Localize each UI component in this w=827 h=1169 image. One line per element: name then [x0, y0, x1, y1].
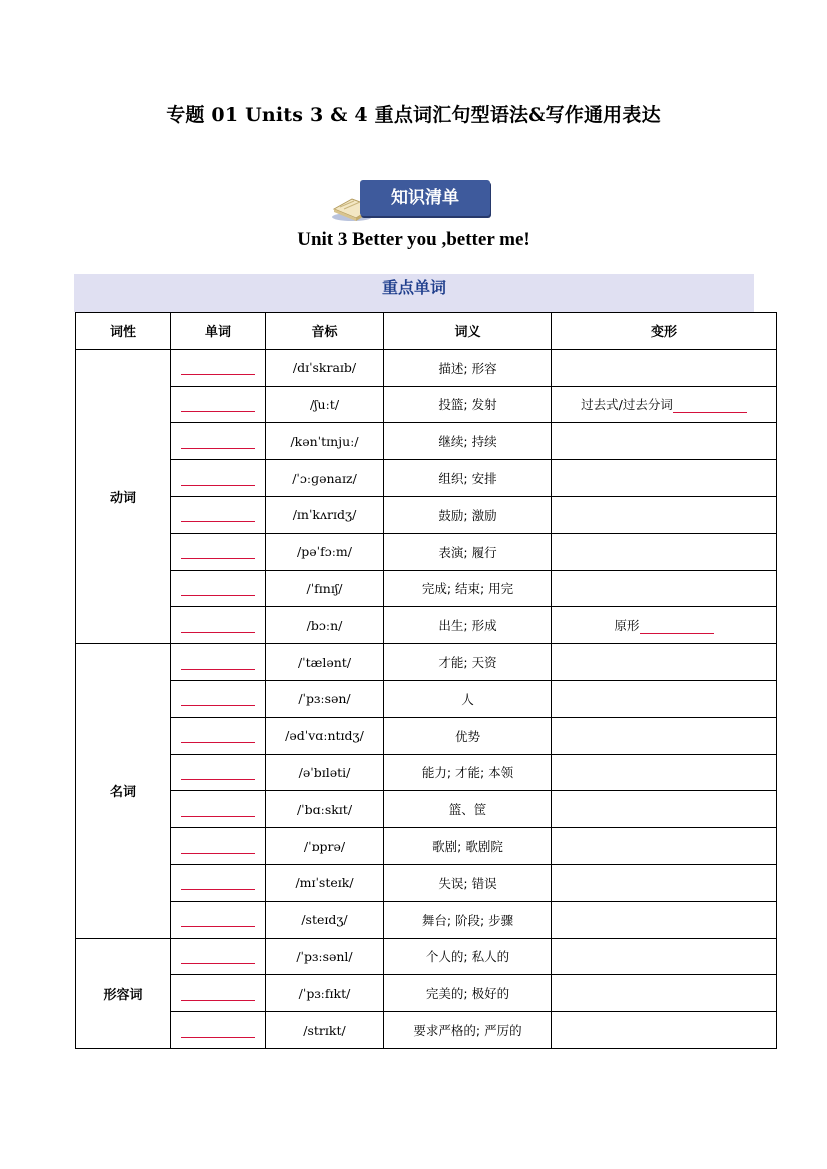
phonetic-cell: /ədˈvɑːntɪdʒ/: [266, 717, 384, 754]
forms-cell: [552, 423, 777, 460]
phonetic-cell: /əˈbɪləti/: [266, 754, 384, 791]
word-cell: [171, 496, 266, 533]
header-phonetic: 音标: [266, 313, 384, 350]
table-row: [76, 607, 777, 644]
forms-cell: [552, 496, 777, 533]
table-row: [76, 938, 777, 975]
phonetic-cell: /strɪkt/: [266, 1012, 384, 1049]
forms-cell: [552, 349, 777, 386]
phonetic-cell: /bɔːn/: [266, 607, 384, 644]
forms-cell: [552, 533, 777, 570]
part-of-speech-cell: 动词: [76, 349, 171, 643]
word-cell: [171, 349, 266, 386]
word-cell: [171, 901, 266, 938]
section-title: 重点单词: [381, 278, 446, 297]
meaning-cell: 完美的; 极好的: [384, 975, 552, 1012]
word-cell: [171, 754, 266, 791]
phonetic-cell: /mɪˈsteɪk/: [266, 864, 384, 901]
phonetic-cell: /steɪdʒ/: [266, 901, 384, 938]
word-blank[interactable]: [181, 397, 255, 412]
phonetic-cell: /ˈɒprə/: [266, 828, 384, 865]
phonetic-cell: /ˈɔːɡənaɪz/: [266, 460, 384, 497]
table-row: [76, 680, 777, 717]
meaning-cell: 能力; 才能; 本领: [384, 754, 552, 791]
meaning-cell: 组织; 安排: [384, 460, 552, 497]
table-header-row: [76, 313, 777, 350]
word-blank[interactable]: [181, 728, 255, 743]
table-row: [76, 423, 777, 460]
word-blank[interactable]: [181, 618, 255, 633]
phonetic-cell: /ˈpɜːsən/: [266, 680, 384, 717]
table-row: [76, 1012, 777, 1049]
phonetic-cell: /ʃuːt/: [266, 386, 384, 423]
forms-cell: [552, 717, 777, 754]
table-row: [76, 460, 777, 497]
word-cell: [171, 791, 266, 828]
word-blank[interactable]: [181, 839, 255, 854]
word-blank[interactable]: [181, 360, 255, 375]
word-cell: [171, 570, 266, 607]
word-blank[interactable]: [181, 986, 255, 1001]
meaning-cell: 篮、筐: [384, 791, 552, 828]
meaning-cell: 投篮; 发射: [384, 386, 552, 423]
table-row: [76, 496, 777, 533]
forms-cell: [552, 460, 777, 497]
word-cell: [171, 533, 266, 570]
phonetic-cell: /dɪˈskraɪb/: [266, 349, 384, 386]
word-blank[interactable]: [181, 875, 255, 890]
table-row: [76, 533, 777, 570]
table-row: [76, 717, 777, 754]
badge-label: 知识清单: [391, 188, 459, 208]
forms-cell: [552, 607, 777, 644]
forms-cell: [552, 975, 777, 1012]
phonetic-cell: /ˈtælənt/: [266, 644, 384, 681]
word-blank[interactable]: [181, 581, 255, 596]
phonetic-cell: /ˈpɜːsənl/: [266, 938, 384, 975]
table-row: [76, 754, 777, 791]
meaning-cell: 人: [384, 680, 552, 717]
table-row: [76, 791, 777, 828]
phonetic-cell: /pəˈfɔːm/: [266, 533, 384, 570]
forms-cell: [552, 754, 777, 791]
word-blank[interactable]: [181, 544, 255, 559]
header-meaning: 词义: [384, 313, 552, 350]
meaning-cell: 要求严格的; 严厉的: [384, 1012, 552, 1049]
knowledge-list-badge: [330, 177, 492, 225]
word-cell: [171, 423, 266, 460]
forms-cell: [552, 386, 777, 423]
word-cell: [171, 386, 266, 423]
forms-blank[interactable]: [673, 398, 747, 413]
word-blank[interactable]: [181, 655, 255, 670]
unit-title: Unit 3 Better you ,better me!: [297, 229, 530, 250]
word-cell: [171, 607, 266, 644]
phonetic-cell: /ɪnˈkʌrɪdʒ/: [266, 496, 384, 533]
table-row: [76, 644, 777, 681]
forms-cell: [552, 680, 777, 717]
meaning-cell: 失误; 错误: [384, 864, 552, 901]
header-word: 单词: [171, 313, 266, 350]
meaning-cell: 歌剧; 歌剧院: [384, 828, 552, 865]
word-cell: [171, 864, 266, 901]
forms-cell: [552, 791, 777, 828]
part-of-speech-cell: 名词: [76, 644, 171, 938]
table-row: [76, 349, 777, 386]
forms-label: 过去式/过去分词: [581, 397, 673, 413]
word-blank[interactable]: [181, 802, 255, 817]
word-cell: [171, 975, 266, 1012]
meaning-cell: 才能; 天资: [384, 644, 552, 681]
meaning-cell: 完成; 结束; 用完: [384, 570, 552, 607]
meaning-cell: 个人的; 私人的: [384, 938, 552, 975]
phonetic-cell: /ˈfɪnɪʃ/: [266, 570, 384, 607]
word-cell: [171, 460, 266, 497]
phonetic-cell: /ˈbɑːskɪt/: [266, 791, 384, 828]
word-blank[interactable]: [181, 1023, 255, 1038]
forms-blank[interactable]: [640, 619, 714, 634]
meaning-cell: 描述; 形容: [384, 349, 552, 386]
forms-label: 原形: [614, 618, 640, 634]
word-blank[interactable]: [181, 434, 255, 449]
meaning-cell: 出生; 形成: [384, 607, 552, 644]
document-title: 专题 01 Units 3 & 4 重点词汇句型语法&写作通用表达: [166, 104, 661, 126]
word-blank[interactable]: [181, 471, 255, 486]
word-cell: [171, 680, 266, 717]
part-of-speech-cell: 形容词: [76, 938, 171, 1048]
phonetic-cell: /ˈpɜːfɪkt/: [266, 975, 384, 1012]
word-blank[interactable]: [181, 949, 255, 964]
forms-cell: [552, 901, 777, 938]
table-row: [76, 570, 777, 607]
word-blank[interactable]: [181, 691, 255, 706]
phonetic-cell: /kənˈtɪnjuː/: [266, 423, 384, 460]
forms-cell: [552, 828, 777, 865]
word-cell: [171, 828, 266, 865]
forms-cell: [552, 570, 777, 607]
table-row: [76, 975, 777, 1012]
table-row: [76, 864, 777, 901]
word-cell: [171, 1012, 266, 1049]
meaning-cell: 鼓励; 激励: [384, 496, 552, 533]
table-row: [76, 386, 777, 423]
section-header: [74, 274, 754, 312]
word-blank[interactable]: [181, 912, 255, 927]
word-blank[interactable]: [181, 507, 255, 522]
word-cell: [171, 938, 266, 975]
vocabulary-table: [75, 312, 777, 1049]
header-pos: 词性: [76, 313, 171, 350]
forms-cell: [552, 644, 777, 681]
word-cell: [171, 644, 266, 681]
header-forms: 变形: [552, 313, 777, 350]
meaning-cell: 舞台; 阶段; 步骤: [384, 901, 552, 938]
word-blank[interactable]: [181, 765, 255, 780]
table-row: [76, 828, 777, 865]
meaning-cell: 继续; 持续: [384, 423, 552, 460]
forms-cell: [552, 864, 777, 901]
forms-cell: [552, 938, 777, 975]
forms-cell: [552, 1012, 777, 1049]
word-cell: [171, 717, 266, 754]
meaning-cell: 表演; 履行: [384, 533, 552, 570]
table-row: [76, 901, 777, 938]
meaning-cell: 优势: [384, 717, 552, 754]
